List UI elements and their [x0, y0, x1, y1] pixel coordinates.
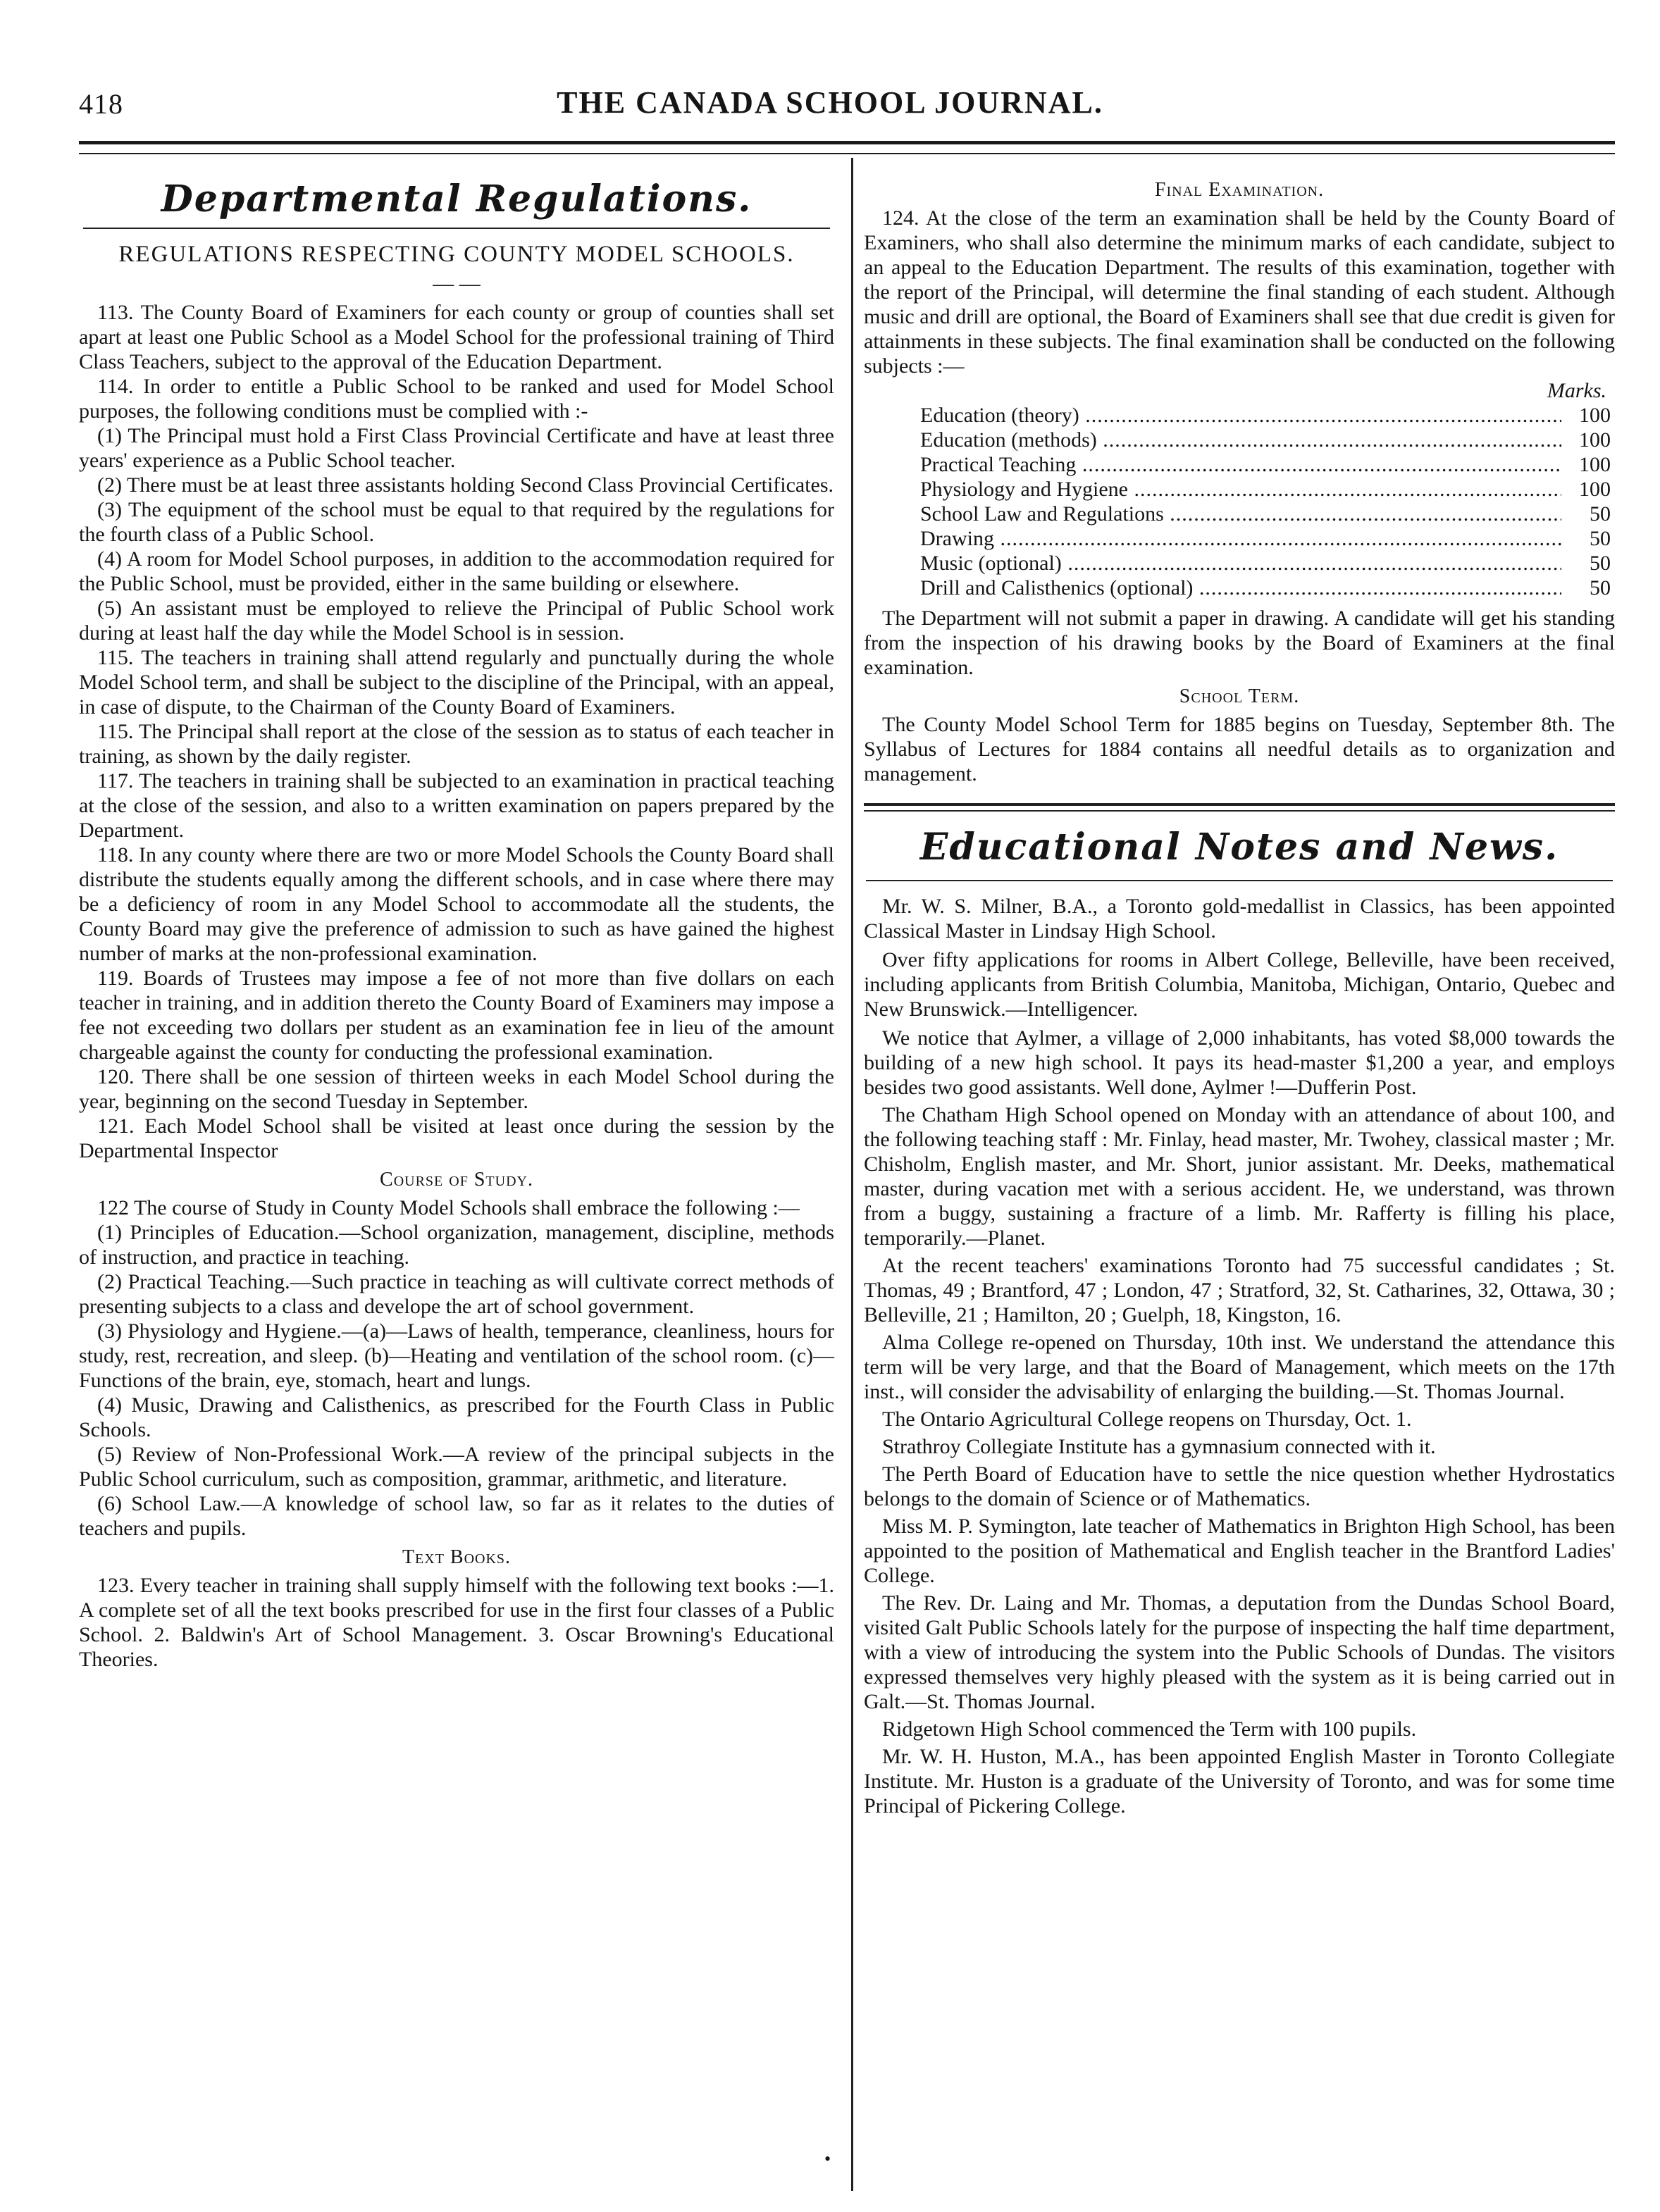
marks-value: 100: [1579, 478, 1611, 501]
regulation-123: 123. Every teacher in training shall supply himself with the following text books :—1. A complete set of all the text books prescribed for use in the first four classes of a Public School. 2. Baldwin's Art of School Management. 3. Oscar Browning's Educational Theories.: [79, 1574, 834, 1671]
regulation-115: 115. The teachers in training shall attend regularly and punctually during the whole Model School term, and shall be subject to the discipline of the Principal, with an appeal, in case of dispute, to the Chairman of the County Board of Examiners.: [79, 646, 834, 719]
regulation-119: 119. Boards of Trustees may impose a fee of not more than five dollars on each teacher in training, and in addition thereto the County Board of Examiners may impose a fee not exceeding two dollars per student as an examination fee in lieu of the amount chargeable against the county for conducting the professional examination.: [79, 967, 834, 1064]
course-item-2: (2) Practical Teaching.—Such practice in teaching as will cultivate correct methods of presenting subjects to a class and develope the art of school government.: [79, 1270, 834, 1318]
right-column: [864, 161, 1615, 1818]
marks-value: 50: [1590, 527, 1611, 550]
news-item: Strathroy Collegiate Institute has a gymnasium connected with it.: [882, 1435, 1436, 1458]
news-item: Mr. W. S. Milner, B.A., a Toronto gold-medallist in Classics, has been appointed Classical Master in Lindsay High School.: [864, 895, 1615, 943]
course-item-6: (6) School Law.—A knowledge of school law, so far as it relates to the duties of teachers and pupils.: [79, 1492, 834, 1540]
news-rule-top: [864, 803, 1615, 812]
marks-row: [920, 526, 1611, 551]
marks-subject: Music (optional) .....: [920, 551, 1561, 576]
news-item: At the recent teachers' examinations Toronto had 75 successful candidates ; St. Thomas, 49 ; Brantford, 47 ; London, 47 ; Stratford, 32, St. Catharines, 32, Ottawa, 30 ; Belleville, 21 ; Hamilton, 20 ; Guelph, 18, Kingston, 16.: [864, 1254, 1615, 1326]
school-term-paragraph: The County Model School Term for 1885 begins on Tuesday, September 8th. The Syllabus of Lectures for 1884 contains all needful details as to organization and management.: [864, 713, 1615, 785]
marks-value: 50: [1590, 552, 1611, 575]
news-item: We notice that Aylmer, a village of 2,000 inhabitants, has voted $8,000 towards the building of a new high school. It pays its head-master $1,200 a year, and employs besides two good assistants. Well done, Aylmer !—Dufferin Post.: [864, 1026, 1615, 1099]
news-items: [864, 894, 1615, 1818]
section-title-regulations: Departmental Regulations.: [161, 178, 752, 220]
news-item: The Chatham High School opened on Monday with an attendance of about 100, and the following teaching staff : Mr. Finlay, head master, Mr. Twohey, classical master ; Mr. Chisholm, English master, and Mr. Short, junior assistant. Mr. Deeks, mathematical master, during vacation met with a serious accident. He, we understand, was thrown from a buggy, sustaining a fracture of a limb. Mr. Rafferty is filling his place, temporarily.—Planet.: [864, 1103, 1615, 1250]
journal-title: THE CANADA SCHOOL JOURNAL.: [557, 85, 1103, 120]
header-rule: [79, 141, 1615, 154]
condition-5: (5) An assistant must be employed to relieve the Principal of Public School work during at least half the day while the Model School is in session.: [79, 597, 834, 645]
marks-row: [920, 502, 1611, 526]
news-item: The Rev. Dr. Laing and Mr. Thomas, a deputation from the Dundas School Board, visited Galt Public Schools lately for the purpose of inspecting the half time department, with a view of introducing the system into the Public Schools of Dundas. The visitors expressed themselves very highly pleased with the system as it is being carried out in Galt.—St. Thomas Journal.: [864, 1591, 1615, 1713]
marks-row: [920, 576, 1611, 600]
marks-value: 100: [1579, 404, 1611, 427]
section-title-news: Educational Notes and News.: [919, 826, 1559, 869]
news-item: The Perth Board of Education have to settle the nice question whether Hydrostatics belongs to the domain of Science or of Mathematics.: [864, 1462, 1615, 1510]
news-item: Mr. W. H. Huston, M.A., has been appointed English Master in Toronto Collegiate Institute. Mr. Huston is a graduate of the University of Toronto, and was for some time Principal of Pickering College.: [864, 1745, 1615, 1818]
marks-row: [920, 403, 1611, 428]
marks-subject: Practical Teaching .....: [920, 452, 1561, 477]
news-item: Over fifty applications for rooms in Albert College, Belleville, have been received, including applicants from British Columbia, Manitoba, Michigan, Ontario, Quebec and New Brunswick.—Intelligencer.: [864, 948, 1615, 1021]
regulation-117: 117. The teachers in training shall be subjected to an examination in practical teaching at the close of the session, and also to a written examination on papers prepared by the Department.: [79, 769, 834, 842]
news-item: Alma College re-opened on Thursday, 10th inst. We understand the attendance this term will be very large, and that the Board of Management, which meets on the 17th inst., will consider the advisability of enlarging the building.—St. Thomas Journal.: [864, 1331, 1615, 1403]
section-rule: [83, 228, 830, 229]
condition-4: (4) A room for Model School purposes, in addition to the accommodation required for the Public School, must be provided, either in the same building or elsewhere.: [79, 547, 834, 595]
page-number: 418: [79, 88, 123, 120]
regulation-116: 115. The Principal shall report at the close of the session as to status of each teacher in training, as shown by the daily register.: [79, 720, 834, 768]
marks-row: [920, 477, 1611, 502]
marks-value: 50: [1590, 576, 1611, 599]
condition-2: (2) There must be at least three assistants holding Second Class Provincial Certificates.: [97, 473, 834, 497]
marks-value: 50: [1590, 502, 1611, 526]
course-item-5: (5) Review of Non-Professional Work.—A review of the principal subjects in the Public School curriculum, such as composition, grammar, arithmetic, and literature.: [79, 1443, 834, 1491]
marks-row: [920, 452, 1611, 477]
marks-subject: Physiology and Hygiene .....: [920, 477, 1561, 502]
marks-subject: School Law and Regulations .....: [920, 502, 1561, 526]
marks-label: Marks.: [1547, 379, 1606, 402]
marks-subject: Drill and Calisthenics (optional) .....: [920, 576, 1561, 600]
regulation-paragraphs: [79, 300, 834, 1163]
marks-row: [920, 428, 1611, 452]
news-item: Ridgetown High School commenced the Term with 100 pupils.: [882, 1717, 1417, 1741]
left-column: [79, 161, 834, 1672]
news-rule-bottom: [866, 880, 1613, 881]
news-item: Miss M. P. Symington, late teacher of Mathematics in Brighton High School, has been appointed to the position of Mathematical and English teacher in the Brantford Ladies' College.: [864, 1515, 1615, 1587]
running-head: [0, 82, 1660, 131]
regulation-118: 118. In any county where there are two or more Model Schools the County Board shall distribute the students equally among the different schools, and in case where there may be a deficiency of room in any Model School to accommodate all the students, the County Board may give the preference of admission to such as have gained the highest number of marks at the non-professional examination.: [79, 843, 834, 965]
course-of-study-heading: Course of Study.: [380, 1169, 533, 1191]
marks-table: [920, 403, 1611, 600]
condition-3: (3) The equipment of the school must be equal to that required by the regulations for the fourth class of a Public School.: [79, 498, 834, 546]
text-books-heading: Text Books.: [402, 1546, 512, 1568]
ornament-dash: — —: [433, 272, 481, 295]
marks-value: 100: [1579, 453, 1611, 476]
marks-subject: Drawing .....: [920, 526, 1561, 551]
condition-1: (1) The Principal must hold a First Class Provincial Certificate and have at least three years' experience as a Public School teacher.: [79, 424, 834, 472]
regulation-122: 122 The course of Study in County Model Schools shall embrace the following :—: [97, 1196, 800, 1219]
regulation-114: 114. In order to entitle a Public School to be ranked and used for Model School purposes, the following conditions must be complied with :-: [79, 375, 834, 423]
course-item-3: (3) Physiology and Hygiene.—(a)—Laws of health, temperance, cleanliness, hours for study, rest, recreation, and sleep. (b)—Heating and ventilation of the school room. (c)—Functions of the brain, eye, stomach, heart and lungs.: [79, 1319, 834, 1392]
drawing-note: The Department will not submit a paper in drawing. A candidate will get his standing from the inspection of his drawing books by the Board of Examiners at the final examination.: [864, 607, 1615, 679]
marks-value: 100: [1579, 428, 1611, 452]
course-item-4: (4) Music, Drawing and Calisthenics, as prescribed for the Fourth Class in Public Schools.: [79, 1393, 834, 1441]
marks-subject: Education (methods) .....: [920, 428, 1561, 452]
news-item: The Ontario Agricultural College reopens on Thursday, Oct. 1.: [882, 1408, 1412, 1431]
regulation-124: 124. At the close of the term an examination shall be held by the County Board of Examiners, who shall also determine the minimum marks of each candidate, subject to an appeal to the Education Department. The results of this examination, together with the report of the Principal, will determine the final standing of each student. Although music and drill are optional, the Board of Examiners shall see that due credit is given for attainments in these subjects. The final examination shall be conducted on the following subjects :—: [864, 206, 1615, 378]
final-examination-heading: Final Examination.: [1154, 179, 1325, 201]
column-divider: [851, 158, 853, 2191]
marks-subject: Education (theory) .....: [920, 403, 1561, 428]
regulation-120: 120. There shall be one session of thirteen weeks in each Model School during the year, beginning on the second Tuesday in September.: [79, 1065, 834, 1113]
marks-row: [920, 551, 1611, 576]
course-paragraphs: [79, 1195, 834, 1541]
regulation-113: 113. The County Board of Examiners for each county or group of counties shall set apart at least one Public School as a Model School for the professional training of Third Class Teachers, subject to the approval of the Education Department.: [79, 301, 834, 373]
regulation-121: 121. Each Model School shall be visited at least once during the session by the Departmental Inspector: [79, 1114, 834, 1162]
footer-mark: •: [824, 2149, 831, 2169]
subheading-model-schools: REGULATIONS RESPECTING COUNTY MODEL SCHOOLS.: [118, 242, 795, 267]
school-term-heading: School Term.: [1179, 685, 1300, 707]
course-item-1: (1) Principles of Education.—School organization, management, discipline, methods of instruction, and practice in teaching.: [79, 1221, 834, 1269]
